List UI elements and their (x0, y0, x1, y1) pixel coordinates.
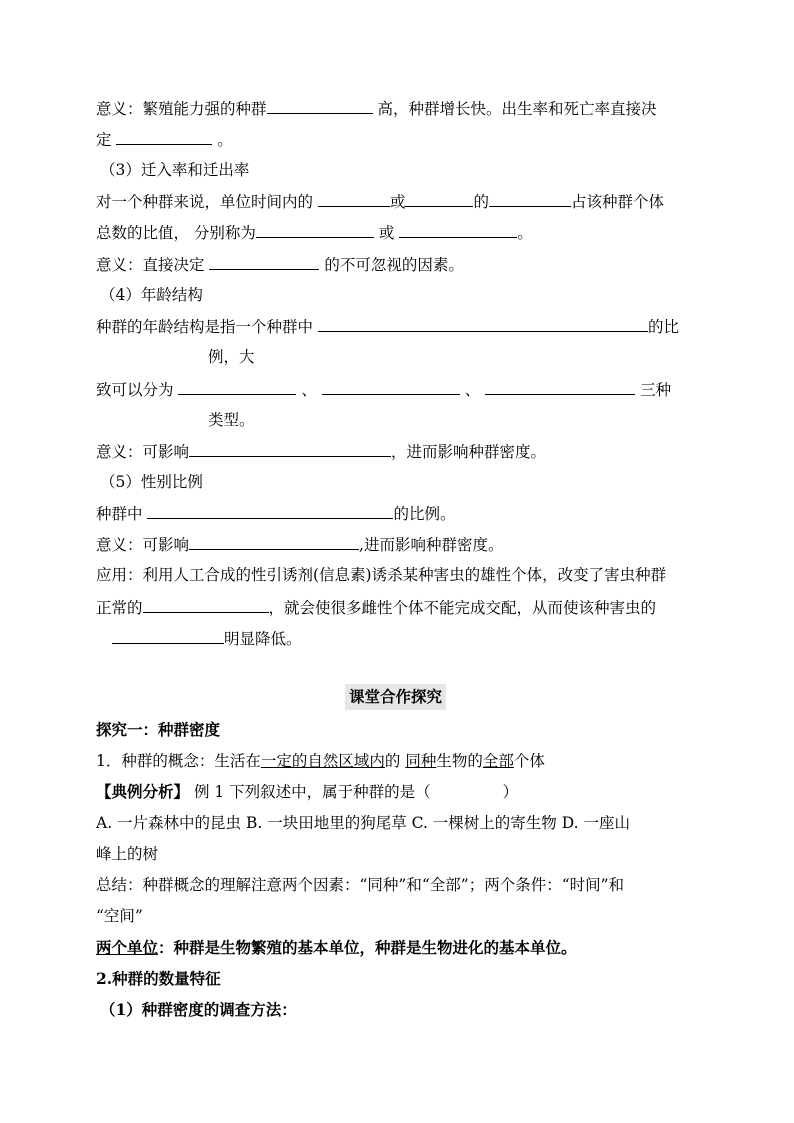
fill-blank[interactable] (189, 440, 391, 457)
fill-blank[interactable] (485, 378, 635, 395)
fill-blank[interactable] (189, 533, 359, 550)
quantity-heading: 2.种群的数量特征 (96, 969, 221, 988)
options-cont-line: 峰上的树 (96, 845, 159, 863)
line-11: 种群中 的比例。 (96, 502, 455, 525)
units-line: 两个单位：种群是生物繁殖的基本单位，种群是生物进化的基本单位。 (96, 938, 577, 957)
line-6: 种群的年龄结构是指一个种群中 的比 (96, 315, 679, 338)
summary-line: 总结：种群概念的理解注意两个因素：“同种”和“全部”；两个条件：“时间”和 (96, 876, 625, 894)
line-2: 定 。 (96, 128, 233, 151)
example-line: 【典例分析】 例 1 下列叙述中，属于种群的是（ ） (96, 782, 519, 801)
explore-title: 探究一：种群密度 (96, 720, 221, 739)
fill-blank[interactable] (178, 378, 296, 395)
concept-line: 1．种群的概念：生活在一定的自然区域内的 同种生物的全部个体 (96, 752, 545, 770)
line-12: 意义：可影响 ,进而影响种群密度。 (96, 533, 503, 556)
fill-blank[interactable] (267, 97, 373, 114)
fill-blank[interactable] (399, 221, 517, 238)
line-10: 意义：可影响 ，进而影响种群密度。 (96, 440, 546, 463)
summary-cont-line: “空间” (96, 907, 143, 925)
heading-5: （5）性别比例 (100, 473, 203, 491)
line-8: 致可以分为 、 、 三种 (96, 378, 671, 401)
line-13: 应用：利用人工合成的性引诱剂(信息素)诱杀某种害虫的雄性个体，改变了害虫种群 (96, 566, 667, 584)
fill-blank[interactable] (489, 190, 571, 207)
fill-blank[interactable] (209, 253, 319, 270)
section-title: 课堂合作探究 (345, 684, 446, 710)
fill-blank[interactable] (318, 190, 390, 207)
fill-blank[interactable] (112, 627, 224, 644)
options-line: A. 一片森林中的昆虫 B. 一块田地里的狗尾草 C. 一棵树上的寄生物 D. 一座山 (96, 814, 630, 832)
line-5: 意义：直接决定 的不可忽视的因素。 (96, 253, 464, 276)
fill-blank[interactable] (143, 596, 269, 613)
density-method-heading: （1）种群密度的调查方法： (100, 1000, 297, 1019)
fill-blank[interactable] (116, 128, 212, 145)
heading-4: （4）年龄结构 (100, 286, 203, 304)
line-14: 正常的 ，就会使很多雌性个体不能完成交配，从而使该种害虫的 (96, 596, 656, 619)
fill-blank[interactable] (405, 190, 473, 207)
heading-3: （3）迁入率和迁出率 (100, 161, 250, 179)
line-1: 意义：繁殖能力强的种群 高，种群增长快。出生率和死亡率直接决 (96, 97, 656, 120)
line-4: 总数的比值， 分别称为 或 。 (96, 221, 533, 244)
fill-blank[interactable] (256, 221, 374, 238)
line-3: 对一个种群来说，单位时间内的 或 的 占该种群个体 (96, 190, 664, 213)
line-7: 例，大 (208, 348, 255, 366)
fill-blank[interactable] (318, 315, 648, 332)
line-15: 明显降低。 (112, 627, 302, 650)
fill-blank[interactable] (322, 378, 460, 395)
fill-blank[interactable] (147, 502, 393, 519)
line-9: 类型。 (208, 411, 255, 429)
